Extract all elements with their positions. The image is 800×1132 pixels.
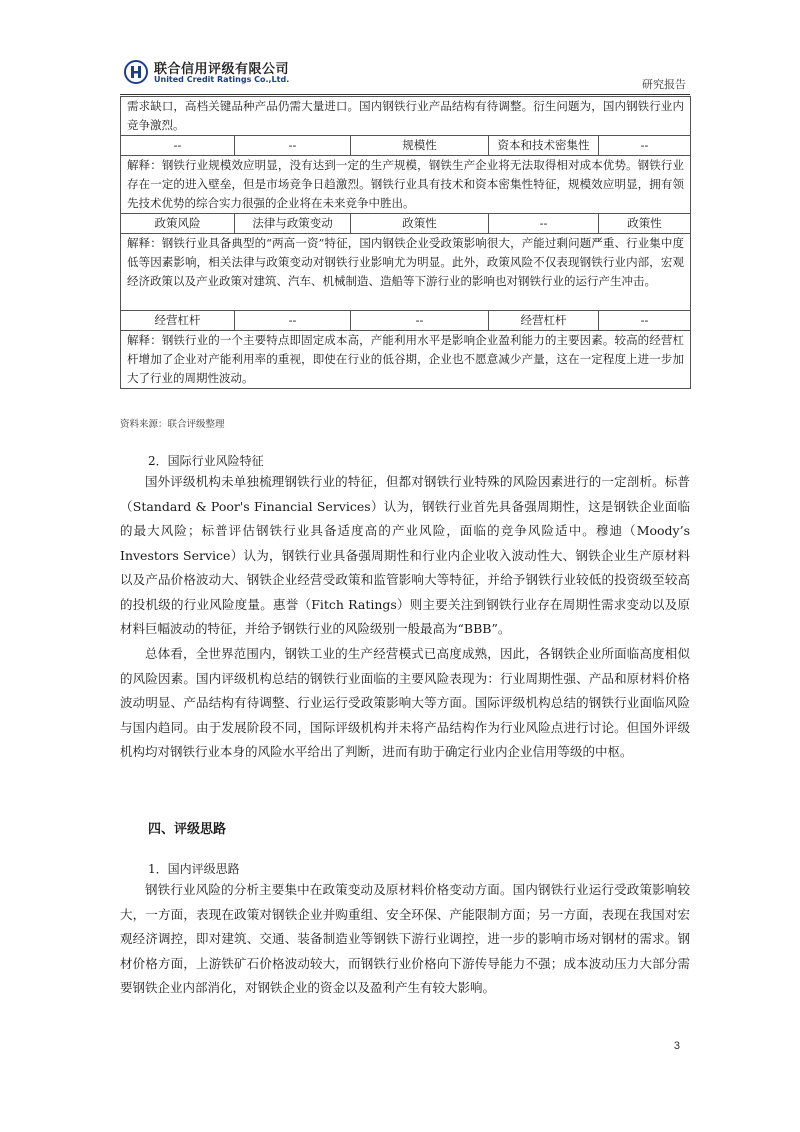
brand-name-cn: 联合信用评级有限公司: [154, 62, 290, 77]
section-heading: 2．国际行业风险特征: [148, 454, 264, 468]
table-cell: 资本和技术密集性: [489, 136, 599, 156]
section-heading: 1．国内评级思路: [148, 862, 240, 876]
table-cell: 法律与政策变动: [235, 214, 351, 234]
table-note: 解释：钢铁行业规模效应明显，没有达到一定的生产规模，钢铁生产企业将无法取得相对成本优势。钢铁行业存在一定的进入壁垒，但是市场竞争日趋激烈。钢铁行业具有技术和资本密集性特征，规模效应明显，拥有领先技术优势的综合实力很强的企业将在未来竞争中胜出。: [121, 156, 691, 214]
table-cell: --: [599, 311, 691, 331]
table-cell: 政策性: [599, 214, 691, 234]
table-row: [121, 97, 691, 136]
table-row: [121, 311, 691, 331]
risk-comparison-table: [120, 96, 691, 389]
table-cell: --: [121, 136, 235, 156]
table-cell: 经营杠杆: [489, 311, 599, 331]
table-row: [121, 156, 691, 214]
table-row: [121, 234, 691, 311]
paragraph: 总体看，全世界范围内，钢铁工业的生产经营模式已高度成熟，因此，各钢铁企业所面临高度相似的风险因素。国内评级机构总结的钢铁行业面临的主要风险表现为：行业周期性强、产品和原材料价格波动明显、产品结构有待调整、行业运行受政策影响大等方面。国际评级机构总结的钢铁行业面临风险与国内趋同。由于发展阶段不同，国际评级机构并未将产品结构作为行业风险点进行讨论。但国外评级机构均对钢铁行业本身的风险水平给出了判断，进而有助于确定行业内企业信用等级的中枢。: [120, 646, 690, 759]
table-cell: --: [235, 311, 351, 331]
table-cell: 政策性: [351, 214, 489, 234]
page-number: 3: [673, 1040, 680, 1052]
table-row: [121, 214, 691, 234]
page-header: [120, 56, 690, 96]
table-cell: --: [235, 136, 351, 156]
company-logo-icon: [124, 60, 148, 84]
table-cell: --: [351, 311, 489, 331]
paragraph: 国外评级机构未单独梳理钢铁行业的特征，但都对钢铁行业特殊的风险因素进行的一定剖析。标普（Standard & Poor's Financial Services）认为，钢铁行业首先具备强周期性，这是钢铁企业面临的最大风险；标普评估钢铁行业具备适度高的产业风险，面临的竞争风险适中。穆迪（Moody’s Investors Service）认为，钢铁行业具备强周期性和行业内企业收入波动性大、钢铁企业生产原材料以及产品价格波动大、钢铁企业经营受政策和监管影响大等特征，并给予钢铁行业较低的投资级至较高的投机级的行业风险度量。惠誉（Fitch Ratings）则主要关注到钢铁行业存在周期性需求变动以及原材料巨幅波动的特征，并给予钢铁行业的风险级别一般最高为“BBB”。: [120, 474, 690, 636]
brand-name-en: United Credit Ratings Co.,Ltd.: [154, 75, 290, 84]
table-cell: 政策风险: [121, 214, 235, 234]
table-row: [121, 331, 691, 389]
report-type-label: 研究报告: [642, 78, 686, 91]
table-cell: 规模性: [351, 136, 489, 156]
paragraph: 钢铁行业风险的分析主要集中在政策变动及原材料价格变动方面。国内钢铁行业运行受政策影响较大，一方面，表现在政策对钢铁企业并购重组、安全环保、产能限制方面；另一方面，表现在我国对宏观经济调控，即对建筑、交通、装备制造业等钢铁下游行业调控，进一步的影响市场对钢材的需求。钢材价格方面，上游铁矿石价格波动较大，而钢铁行业价格向下游传导能力不强；成本波动压力大部分需要钢铁企业内部消化，对钢铁企业的资金以及盈利产生有较大影响。: [120, 882, 690, 995]
header-divider: [120, 94, 690, 95]
chapter-heading: 四、评级思路: [148, 822, 227, 837]
table-cell: --: [489, 214, 599, 234]
table-note: 需求缺口，高档关键品种产品仍需大量进口。国内钢铁行业产品结构有待调整。衍生问题为，国内钢铁行业内竞争激烈。: [121, 97, 691, 136]
table-cell: 经营杠杆: [121, 311, 235, 331]
table-source: 资料来源：联合评级整理: [120, 419, 225, 430]
table-note: 解释：钢铁行业的一个主要特点即固定成本高，产能利用水平是影响企业盈利能力的主要因素。较高的经营杠杆增加了企业对产能利用率的重视，即使在行业的低谷期，企业也不愿意减少产量，这在一定程度上进一步加大了行业的周期性波动。: [121, 331, 691, 389]
table-cell: --: [599, 136, 691, 156]
table-row: [121, 136, 691, 156]
table-note: 解释：钢铁行业具备典型的“两高一资”特征，国内钢铁企业受政策影响很大，产能过剩问题严重、行业集中度低等因素影响，相关法律与政策变动对钢铁行业影响尤为明显。此外，政策风险不仅表现钢铁行业内部，宏观经济政策以及产业政策对建筑、汽车、机械制造、造船等下游行业的影响也对钢铁行业的运行产生冲击。: [121, 234, 691, 311]
